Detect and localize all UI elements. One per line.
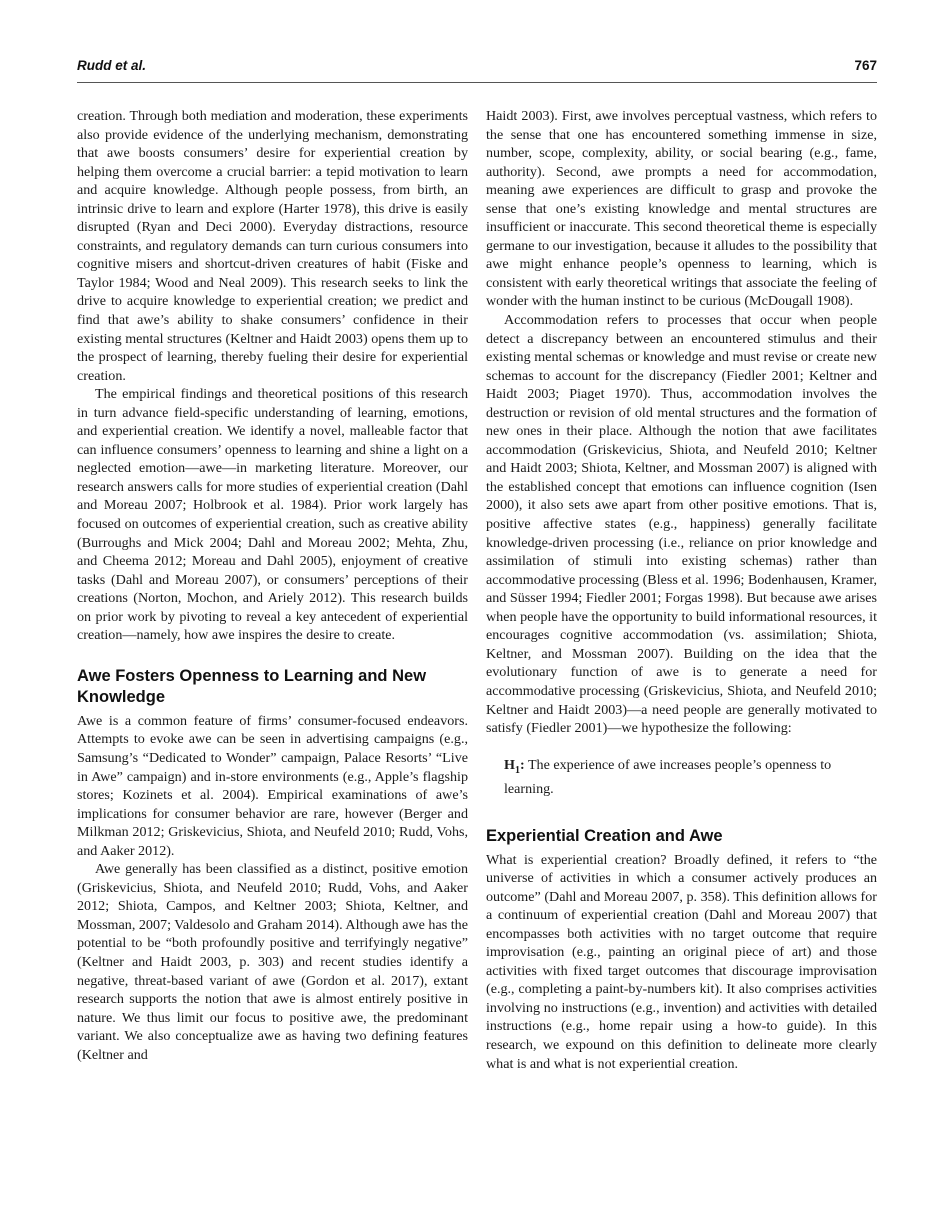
body-paragraph: Awe generally has been classified as a distinct, positive emotion (Griskevicius, Shiota, and Neufeld 2010; Rudd, Vohs, and Aaker 2012; Shiota, Campos, and Keltner 2003; Shiota, Keltner, and Mossman, 2007; Valdesolo and Graham 2014). Although awe has the potential to be “both profoundly positive and terrifyingly negative” (Keltner and Haidt 2003, p. 303) and recent studies identify a negative, threat-based variant of awe (Gordon et al. 2017), extant research supports the notion that awe is almost entirely positive in nature. We thus limit our focus to positive awe, the predominant variant. We also conceptualize awe as having two defining features (Keltner and	[77, 861, 468, 1063]
running-head	[77, 58, 877, 78]
hypothesis-text: The experience of awe increases people’s openness to learning.	[504, 756, 832, 797]
body-paragraph: Accommodation refers to processes that occur when people detect a discrepancy between an encountered stimulus and their existing mental schemas or knowledge and must revise or create new schemas to account for the discrepancy (Fiedler 2001; Keltner and Haidt 2003; Piaget 1970). Thus, accommodation involves the destruction or revision of old mental structures and the formation of new ones in their place. Although the notion that awe facilitates accommodation (Griskevicius, Shiota, and Neufeld 2010; Keltner and Haidt 2003; Shiota, Keltner, and Mossman 2007) is aligned with the established concept that emotions can influence cognition (Isen 2000), it also sets awe apart from other positive emotions. That is, positive affective states (e.g., happiness) generally facilitate knowledge-driven processing (i.e., reliance on prior knowledge and assimilation of stimuli into existing schemas) rather than accommodative processing (Bless et al. 1996; Bodenhausen, Kramer, and Süsser 1994; Fiedler 2001; Forgas 1998). But because awe arises when people have the opportunity to build informational resources, it encourages cognitive accommodation (vs. assimilation; Shiota, Keltner, and Mossman 2007). Building on the idea that the evolutionary function of awe is to generate a need for accommodative processing (Griskevicius, Shiota, and Neufeld 2010; Keltner and Haidt 2003)—a need people are generally motivated to satisfy (Fiedler 2001)—we hypothesize the following:	[486, 312, 877, 737]
right-column	[486, 107, 877, 1073]
page-number: 767	[854, 58, 877, 73]
left-column	[77, 107, 468, 1064]
section-heading: Awe Fosters Openness to Learning and New Knowledge	[77, 666, 427, 706]
hypothesis-subscript: 1	[514, 764, 520, 776]
header-rule	[77, 82, 877, 83]
hypothesis-letter: H	[504, 756, 515, 773]
hypothesis-h1	[504, 756, 859, 799]
section-heading: Experiential Creation and Awe	[486, 826, 723, 845]
body-paragraph: The empirical findings and theoretical positions of this research in turn advance field-specific understanding of learning, emotions, and experiential creation. We identify a novel, malleable factor that can influence consumers’ openness to learning and shine a light on a neglected emotion—awe—in marketing literature. Moreover, our research answers calls for more studies of experiential creation (Dahl and Moreau 2007; Holbrook et al. 1984). Prior work largely has focused on outcomes of experiential creation, such as creative ability (Burroughs and Mick 2004; Dahl and Moreau 2002; Mehta, Zhu, and Cheema 2012; Moreau and Dahl 2005), enjoyment of creative tasks (Dahl and Moreau 2007), or consumers’ perceptions of their creations (Norton, Mochon, and Ariely 2012). This research builds on prior work by pivoting to reveal a key antecedent of experiential creation—namely, how awe inspires the desire to create.	[77, 386, 468, 644]
body-paragraph: Haidt 2003). First, awe involves perceptual vastness, which refers to the sense that one has encountered something immense in size, number, scope, complexity, ability, or social bearing (e.g., fame, authority). Second, awe prompts a need for accommodation, meaning awe experiences are difficult to grasp and provoke the sense that one’s existing knowledge and mental structures are insufficient or inaccurate. This second theoretical theme is especially germane to our investigation, because it alludes to the possibility that awe might enhance people’s openness to learning, which is consistent with early theoretical writings that associate the feeling of wonder with the human instinct to be curious (McDougall 1908).	[486, 108, 877, 310]
running-head-author: Rudd et al.	[77, 58, 147, 73]
body-paragraph: creation. Through both mediation and moderation, these experiments also provide evidence of the underlying mechanism, demonstrating that awe boosts consumers’ desire for experiential creation by helping them overcome a crucial barrier: a tepid motivation to learn and acquire knowledge. Although people possess, from birth, an intrinsic drive to learn and explore (Harter 1978), this drive is easily disrupted (Ryan and Deci 2000). Everyday distractions, resource constraints, and regulatory demands can turn curious consumers into cognitive misers and shortcut-driven creatures of habit (Fiske and Taylor 1984; Wood and Neal 2009). This research seeks to link the drive to acquire knowledge to experiential creation; we predict and find that awe’s ability to shake consumers’ confidence in their existing mental structures (Keltner and Haidt 2003) opens them up to the prospect of learning, thereby fueling their desire for experiential creation.	[77, 108, 468, 384]
hypothesis-label	[504, 756, 525, 776]
body-paragraph: What is experiential creation? Broadly defined, it refers to “the universe of activities in which a consumer actively produces an outcome” (Dahl and Moreau 2007, p. 358). This definition allows for a continuum of experiential creation (Dahl and Moreau 2007) that encompasses both activities with no target outcome that require improvisation (e.g., painting an original piece of art) and those activities with fixed target outcomes that discourage improvisation (e.g., completing a paint-by-numbers kit). It also comprises activities involving no instructions (e.g., invention) and activities with detailed instructions (e.g., home repair using a how-to guide). In this research, we expound on this definition to delineate more clearly what is and what is not experiential creation.	[486, 851, 877, 1072]
body-paragraph: Awe is a common feature of firms’ consumer-focused endeavors. Attempts to evoke awe can be seen in advertising campaigns (e.g., Samsung’s “Dedicated to Wonder” campaign, Palace Resorts’ “Live in Awe” campaign) and in-store environments (e.g., Apple’s flagship stores; Kozinets et al. 2004). Empirical examinations of awe’s implications for consumer behavior are rare, however (Berger and Milkman 2012; Griskevicius, Shiota, and Neufeld 2010; Rudd, Vohs, and Aaker 2012).	[77, 712, 468, 859]
hypothesis-colon: :	[519, 756, 525, 773]
